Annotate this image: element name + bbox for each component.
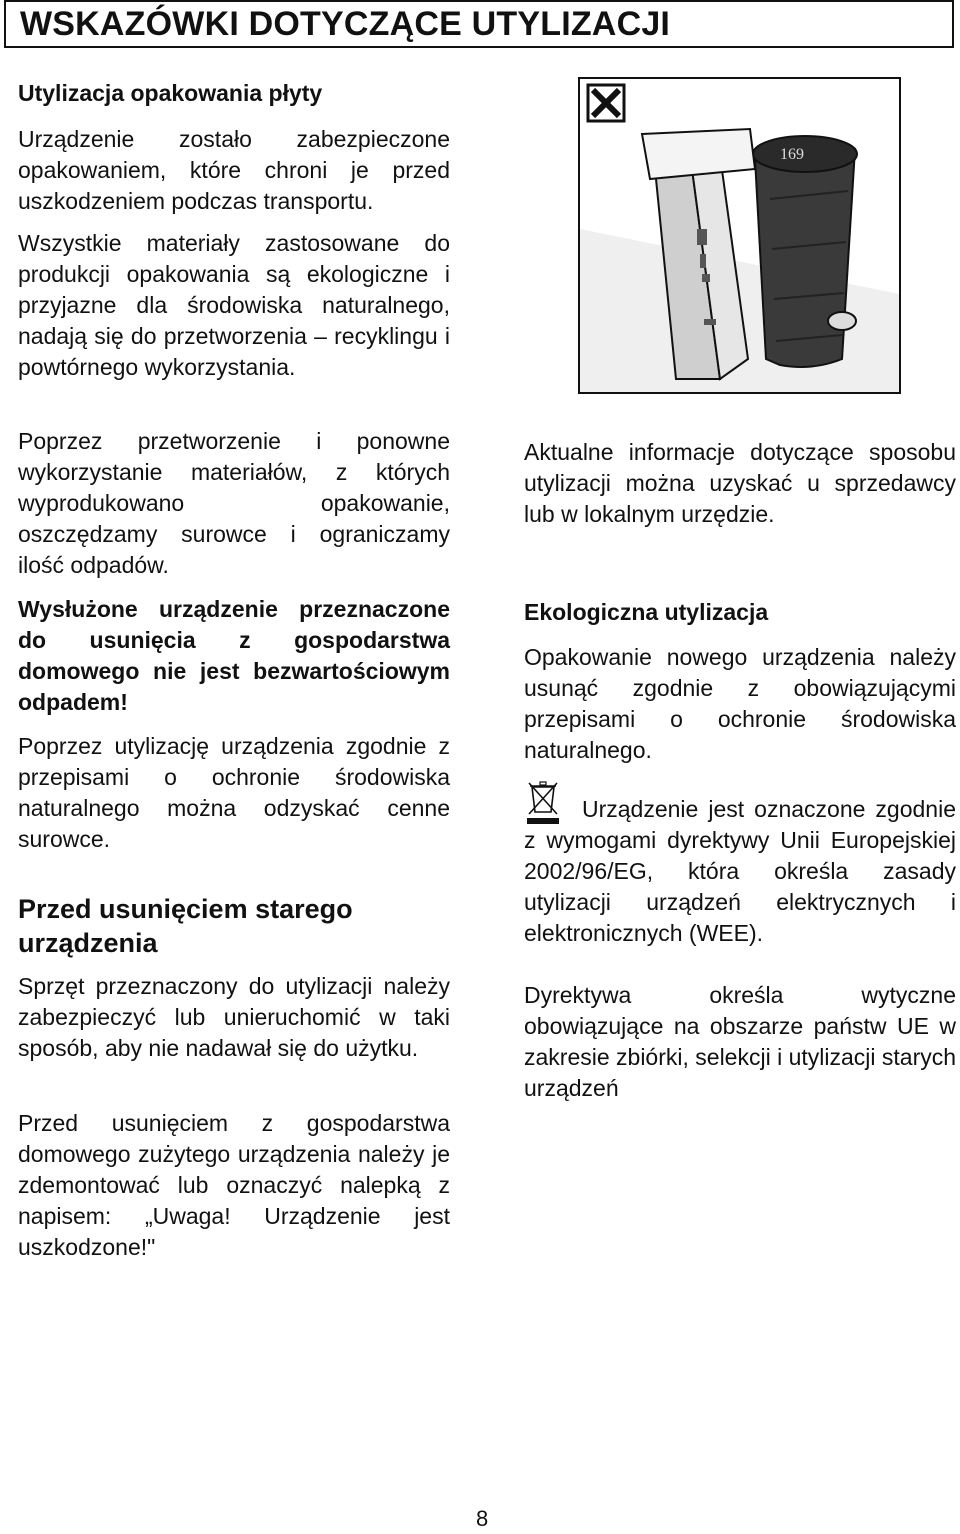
paragraph-disable-device: Sprzęt przeznaczony do utylizacji należy zabezpieczyć lub unieruchomić w taki sposób, aby nie nadawał się do użytku.	[18, 973, 450, 1061]
paragraph-raw-materials: Poprzez utylizację urządzenia zgodnie z przepisami o ochronie środowiska naturalnego można odzyskać cenne surowce.	[18, 733, 450, 852]
section-heading-packaging: Utylizacja opakowania płyty	[18, 80, 323, 106]
paragraph-recycling: Poprzez przetworzenie i ponowne wykorzystanie materiałów, z których wyprodukowano opakowanie, oszczędzamy surowce i ograniczamy ilość odpadów.	[18, 428, 450, 578]
section-heading-eco-disposal: Ekologiczna utylizacja	[524, 599, 769, 625]
paragraph-packaging-protection: Urządzenie zostało zabezpieczone opakowaniem, które chroni je przed uszkodzeniem podczas transportu.	[18, 126, 450, 214]
bold-statement: Wysłużone urządzenie przeznaczone do usunięcia z gospodarstwa domowego nie jest bezwartościowym odpadem!	[18, 596, 450, 715]
disposal-illustration	[578, 77, 901, 394]
crossed-bin-icon	[523, 778, 563, 826]
page-number: 8	[476, 1506, 489, 1531]
paragraph-directive: Dyrektywa określa wytyczne obowiązujące na obszarze państw UE w zakresie zbiórki, selekcji i utylizacji starych urządzeń	[524, 982, 957, 1101]
paragraph-dismantle-label: Przed usunięciem z gospodarstwa domowego zużytego urządzenia należy je zdemontować lub oznaczyć nalepką z napisem: „Uwaga! Urządzenie jest uszkodzone!"	[18, 1110, 450, 1260]
page-title: WSKAZÓWKI DOTYCZĄCE UTYLIZACJI	[4, 0, 954, 48]
paragraph-weee-marking: Urządzenie jest oznaczone zgodnie z wymogami dyrektywy Unii Europejskiej 2002/96/EG, która określa zasady utylizacji urządzeń elektrycznych i elektronicznych (WEE).	[524, 796, 956, 946]
paragraph-materials: Wszystkie materiały zastosowane do produkcji opakowania są ekologiczne i przyjazne dla środowiska naturalnego, nadają się do przetworzenia – recyklingu i powtórnego wykorzystania.	[18, 230, 450, 380]
section-heading-before-disposal: Przed usunięciem starego urządzenia	[18, 894, 353, 958]
bin-number-label: 169	[780, 146, 804, 163]
paragraph-current-info: Aktualne informacje dotyczące sposobu utylizacji można uzyskać u sprzedawcy lub w lokalnym urzędzie.	[524, 439, 956, 527]
prohibited-x-icon	[588, 85, 624, 121]
paragraph-new-packaging: Opakowanie nowego urządzenia należy usunąć zgodnie z obowiązującymi przepisami o ochronie środowiska naturalnego.	[524, 644, 956, 763]
